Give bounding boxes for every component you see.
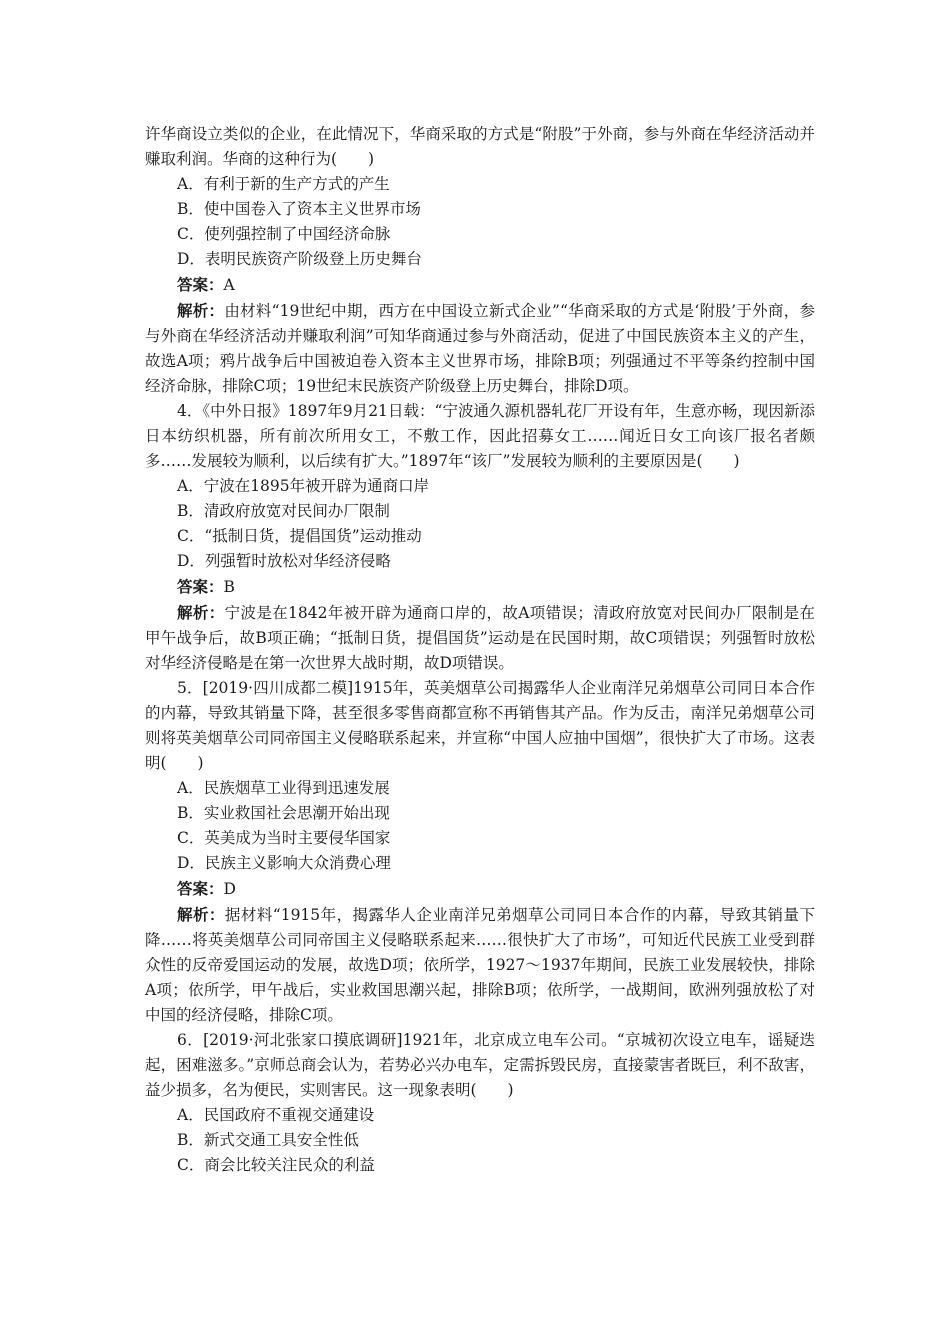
q6-stem: 6．[2019·河北张家口摸底调研]1921年，北京成立电车公司。“京城初次设立电车，谣疑迭起，困难滋多。”京师总商会认为，若势必兴办电车，定需拆毁民房，直接蒙害者既巨，利不敌害，益少损多，名为便民，实则害民。这一现象表明( ) — [145, 1031, 815, 1099]
answer-label: 答案： — [177, 577, 224, 596]
analysis-label: 解析： — [177, 603, 225, 622]
q3-stem: 许华商设立类似的企业，在此情况下，华商采取的方式是“附股”于外商，参与外商在华经济活动并赚取利润。华商的这种行为( ) — [145, 125, 815, 168]
answer-value: A — [223, 276, 235, 294]
q3-answer — [145, 272, 815, 298]
q3-option-d: D．表明民族资产阶级登上历史舞台 — [177, 250, 422, 268]
q4-answer — [145, 574, 815, 600]
q5-option-d: D．民族主义影响大众消费心理 — [177, 854, 391, 872]
q5-analysis — [145, 902, 815, 1028]
q6-option-c: C．商会比较关注民众的利益 — [177, 1156, 375, 1174]
q6-option-b: B．新式交通工具安全性低 — [177, 1131, 359, 1149]
q4-option-c: C．“抵制日货，提倡国货”运动推动 — [177, 527, 422, 545]
q5-option-b: B．实业救国社会思潮开始出现 — [177, 804, 390, 822]
q3-option-a: A．有利于新的生产方式的产生 — [177, 175, 390, 193]
q5-option-c: C．英美成为当时主要侵华国家 — [177, 829, 391, 847]
answer-label: 答案： — [177, 275, 224, 294]
analysis-label: 解析： — [177, 905, 225, 924]
q4-option-d: D．列强暂时放松对华经济侵略 — [177, 552, 391, 570]
answer-value: B — [223, 578, 235, 596]
q5-answer — [145, 876, 815, 902]
analysis-text: 据材料“1915年，揭露华人企业南洋兄弟烟草公司同日本合作的内幕，导致其销量下降……将英美烟草公司同帝国主义侵略联系起来……很快扩大了市场”，可知近代民族工业受到群众性的反帝爱国运动的发展，故选D项；依所学，1927～1937年期间，民族工业发展较快，排除A项；依所学，甲午战后，实业救国思潮兴起，排除B项；依所学，一战期间，欧洲列强放松了对中国的经济侵略，排除C项。 — [145, 906, 815, 1024]
q6-option-a: A．民国政府不重视交通建设 — [177, 1106, 375, 1124]
q4-stem: 4．《中外日报》1897年9月21日载：“宁波通久源机器轧花厂开设有年，生意亦畅，现因新添日本纺织机器，所有前次所用女工，不敷工作，因此招募女工……闻近日女工向该厂报名者颇多……发展较为顺利，以后续有扩大。”1897年“该厂”发展较为顺利的主要原因是( ) — [145, 402, 815, 470]
q5-stem: 5．[2019·四川成都二模]1915年，英美烟草公司揭露华人企业南洋兄弟烟草公司同日本合作的内幕，导致其销量下降，甚至很多零售商都宣称不再销售其产品。作为反击，南洋兄弟烟草公司则将英美烟草公司同帝国主义侵略联系起来，并宣称“中国人应抽中国烟”，很快扩大了市场。这表明( ) — [145, 679, 815, 772]
analysis-text: 宁波是在1842年被开辟为通商口岸的，故A项错误；清政府放宽对民间办厂限制是在甲午战争后，故B项正确；“抵制日货，提倡国货”运动是在民国时期，故C项错误；列强暂时放松对华经济侵略是在第一次世界大战时期，故D项错误。 — [145, 604, 815, 672]
q4-option-b: B．清政府放宽对民间办厂限制 — [177, 502, 390, 520]
analysis-text: 由材料“19世纪中期，西方在中国设立新式企业”“华商采取的方式是‘附股’于外商，参与外商在华经济活动并赚取利润”可知华商通过参与外商活动，促进了中国民族资本主义的产生，故选A项；鸦片战争后中国被迫卷入资本主义世界市场，排除B项；列强通过不平等条约控制中国经济命脉，排除C项；19世纪末民族资产阶级登上历史舞台，排除D项。 — [145, 302, 815, 395]
q3-analysis — [145, 298, 815, 399]
q3-option-c: C．使列强控制了中国经济命脉 — [177, 225, 391, 243]
analysis-label: 解析： — [177, 301, 225, 320]
answer-label: 答案： — [177, 879, 224, 898]
q5-option-a: A．民族烟草工业得到迅速发展 — [177, 779, 390, 797]
document-page — [145, 122, 815, 1178]
q3-option-b: B．使中国卷入了资本主义世界市场 — [177, 200, 421, 218]
answer-value: D — [223, 880, 236, 898]
q4-option-a: A．宁波在1895年被开辟为通商口岸 — [177, 477, 430, 495]
q4-analysis — [145, 600, 815, 676]
